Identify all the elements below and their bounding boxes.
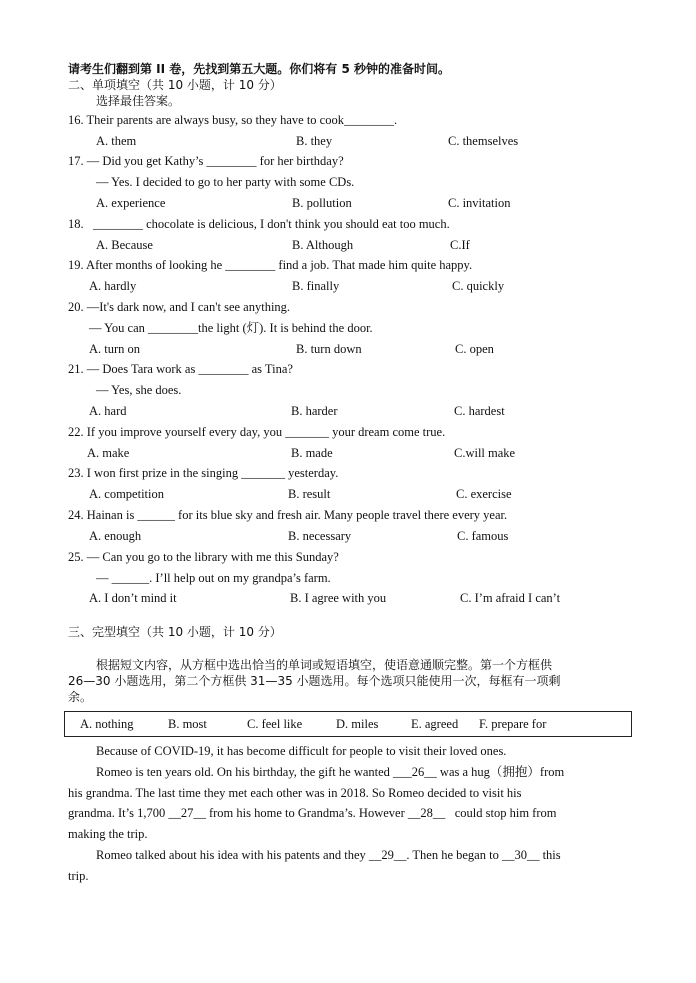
question-22-option-a: A. make	[87, 446, 130, 460]
section-3-intro-line-3: 余。	[68, 690, 93, 704]
question-19-option-c: C. quickly	[452, 279, 505, 293]
instruction-text: 请考生们翻到第 II 卷，先找到第五大题。你们将有 5 秒钟的准备时间。	[68, 62, 450, 76]
section-2-title: 二、单项填空（共 10 小题，计 10 分）	[68, 78, 282, 92]
question-16-option-c: C. themselves	[448, 134, 519, 148]
question-22-option-c: C.will make	[454, 446, 516, 460]
question-23-stem: 23. I won first prize in the singing _______ yesterday.	[68, 466, 339, 480]
question-24-option-b: B. necessary	[288, 529, 352, 543]
question-18-option-c: C.If	[450, 238, 470, 252]
section-3-intro-line-2: 26—30 小题选用，第二个方框供 31—35 小题选用。每个选项只能使用一次，每框有一项剩	[68, 674, 561, 688]
question-24-stem: 24. Hainan is ______ for its blue sky and fresh air. Many people travel there every year.	[68, 508, 508, 522]
word-box-option-e: E. agreed	[411, 717, 459, 731]
question-23-option-b: B. result	[288, 487, 331, 501]
question-16-option-b: B. they	[296, 134, 333, 148]
question-19-stem: 19. After months of looking he ________ find a job. That made him quite happy.	[68, 258, 473, 272]
question-17-option-a: A. experience	[96, 196, 166, 210]
question-21-option-b: B. harder	[291, 404, 338, 418]
question-25-option-b: B. I agree with you	[290, 591, 387, 605]
passage-line-3: his grandma. The last time they met each other was in 2018. So Romeo decided to visit his	[68, 786, 522, 800]
word-box-option-f: F. prepare for	[479, 717, 547, 731]
question-21-stem: 21. — Does Tara work as ________ as Tina?	[68, 362, 293, 376]
question-16-option-a: A. them	[96, 134, 137, 148]
word-box	[64, 711, 632, 737]
question-25-reply: — ______. I’ll help out on my grandpa’s farm.	[96, 571, 331, 585]
word-box-option-a: A. nothing	[80, 717, 134, 731]
question-16-stem: 16. Their parents are always busy, so they have to cook________.	[68, 113, 398, 127]
word-box-option-b: B. most	[168, 717, 207, 731]
question-20-stem: 20. —It's dark now, and I can't see anything.	[68, 300, 291, 314]
question-22-option-b: B. made	[291, 446, 333, 460]
question-17-reply: — Yes. I decided to go to her party with some CDs.	[96, 175, 355, 189]
question-19-option-a: A. hardly	[89, 279, 137, 293]
passage-line-7: trip.	[68, 869, 89, 883]
question-19-option-b: B. finally	[292, 279, 340, 293]
passage-line-2: Romeo is ten years old. On his birthday, the gift he wanted ___26__ was a hug（拥抱）from	[96, 765, 565, 779]
question-18-stem: 18. ________ chocolate is delicious, I don't think you should eat too much.	[68, 217, 450, 231]
question-22-stem: 22. If you improve yourself every day, you _______ your dream come true.	[68, 425, 446, 439]
question-20-option-c: C. open	[455, 342, 494, 356]
section-3-title: 三、完型填空（共 10 小题，计 10 分）	[68, 625, 282, 639]
section-3-intro-line-1: 根据短文内容，从方框中选出恰当的单词或短语填空，使语意通顺完整。第一个方框供	[96, 658, 553, 672]
question-17-option-c: C. invitation	[448, 196, 511, 210]
word-box-option-c: C. feel like	[247, 717, 303, 731]
question-20-option-b: B. turn down	[296, 342, 362, 356]
question-24-option-c: C. famous	[457, 529, 509, 543]
passage-line-6: Romeo talked about his idea with his patents and they __29__. Then he began to __30__ this	[96, 848, 561, 862]
question-23-option-a: A. competition	[89, 487, 164, 501]
question-17-stem: 17. — Did you get Kathy’s ________ for her birthday?	[68, 154, 344, 168]
question-21-option-a: A. hard	[89, 404, 127, 418]
passage-line-1: Because of COVID-19, it has become difficult for people to visit their loved ones.	[96, 744, 507, 758]
question-25-option-c: C. I’m afraid I can’t	[460, 591, 561, 605]
passage-line-5: making the trip.	[68, 827, 148, 841]
word-box-option-d: D. miles	[336, 717, 379, 731]
passage-line-4: grandma. It’s 1,700 __27__ from his home to Grandma’s. However __28__ could stop him from	[68, 806, 557, 820]
question-21-option-c: C. hardest	[454, 404, 505, 418]
question-20-option-a: A. turn on	[89, 342, 141, 356]
question-18-option-b: B. Although	[292, 238, 354, 252]
question-17-option-b: B. pollution	[292, 196, 352, 210]
question-23-option-c: C. exercise	[456, 487, 512, 501]
section-2-subtitle: 选择最佳答案。	[96, 94, 181, 108]
question-20-reply: — You can ________the light (灯). It is behind the door.	[89, 321, 373, 335]
question-21-reply: — Yes, she does.	[96, 383, 182, 397]
question-24-option-a: A. enough	[89, 529, 142, 543]
question-18-option-a: A. Because	[96, 238, 153, 252]
question-25-option-a: A. I don’t mind it	[89, 591, 177, 605]
question-25-stem: 25. — Can you go to the library with me this Sunday?	[68, 550, 339, 564]
